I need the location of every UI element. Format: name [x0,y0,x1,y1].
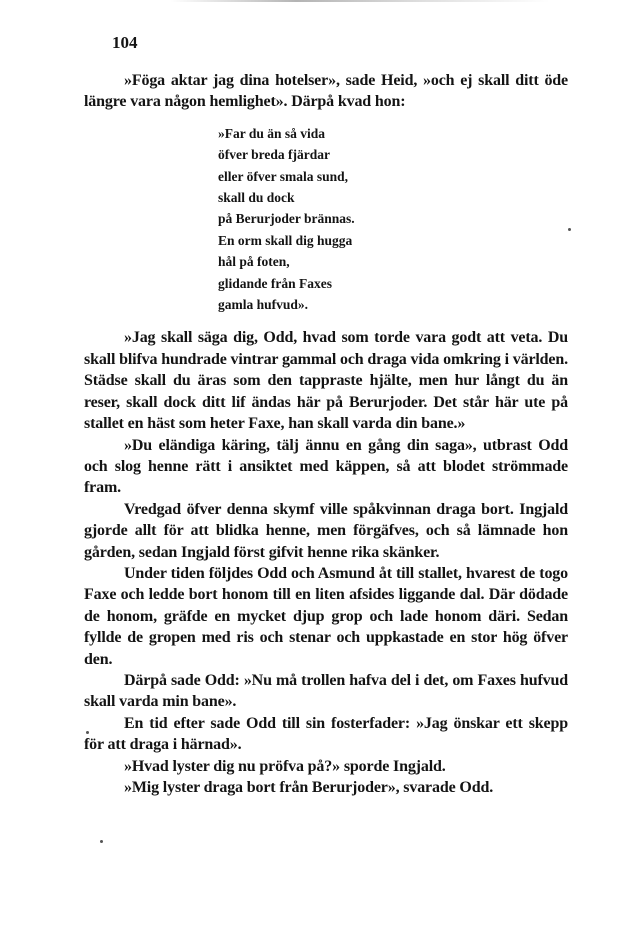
paragraph-5: Under tiden följdes Odd och Asmund åt till stallet, hvarest de togo Faxe och ledde bort honom till en liten afsides liggande dal. Där dödade de honom, gräfde en mycket djup grop och lade honom däri. Sedan fyllde de gropen med ris och stenar och uppkastade en stor hög öfver den. [84,564,568,668]
paragraph-6: Därpå sade Odd: »Nu må trollen hafva del i det, om Faxes hufvud skall varda min bane». [84,671,568,711]
verse-line-6: En orm skall dig hugga [218,232,353,248]
page-number: 104 [112,33,138,52]
verse-line-3: eller öfver smala sund, [218,168,348,184]
verse-line-9: gamla hufvud». [218,297,309,313]
paragraph-3: »Du eländiga käring, tälj ännu en gång din saga», utbrast Odd och slog henne rätt i ansiktet med käppen, så att blodet strömmade fram. [84,436,568,497]
verse-block [218,123,568,316]
verse-line-7: hål på foten, [218,254,290,270]
paragraph-7: En tid efter sade Odd till sin fosterfader: »Jag önskar ett skepp för att draga i härnad». [84,714,568,754]
print-speck [86,731,89,734]
paragraph-4: Vredgad öfver denna skymf ville spåkvinnan draga bort. Ingjald gjorde allt för att blidka henne, men förgäfves, och så lämnade hon gården, sedan Ingjald först gifvit henne rika skänker. [84,500,568,561]
top-edge-rule [170,0,550,2]
verse-line-2: öfver breda fjärdar [218,147,330,163]
page-body [84,70,568,798]
verse-line-8: glidande från Faxes [218,275,333,291]
verse-line-4: skall du dock [218,190,295,206]
print-speck [100,840,103,843]
paragraph-1: »Föga aktar jag dina hotelser», sade Heid, »och ej skall ditt öde längre vara någon hemlighet». Därpå kvad hon: [84,72,568,111]
print-speck [568,228,571,231]
verse-line-1: »Far du än så vida [218,125,326,141]
paragraph-9: »Mig lyster draga bort från Berurjoder», svarade Odd. [124,779,494,796]
paragraph-2: »Jag skall säga dig, Odd, hvad som torde vara godt att veta. Du skall blifva hundrade vintrar gammal och draga vida omkring i världen. Städse skall du äras som den tappraste hjälte, men hur långt du än reser, skall dock ditt lif ändas här på Berurjoder. Det står här ute på stallet en häst som heter Faxe, han skall varda din bane.» [84,329,568,433]
paragraph-8: »Hvad lyster dig nu pröfva på?» sporde Ingjald. [124,757,446,775]
verse-line-5: på Berurjoder brännas. [218,211,355,227]
